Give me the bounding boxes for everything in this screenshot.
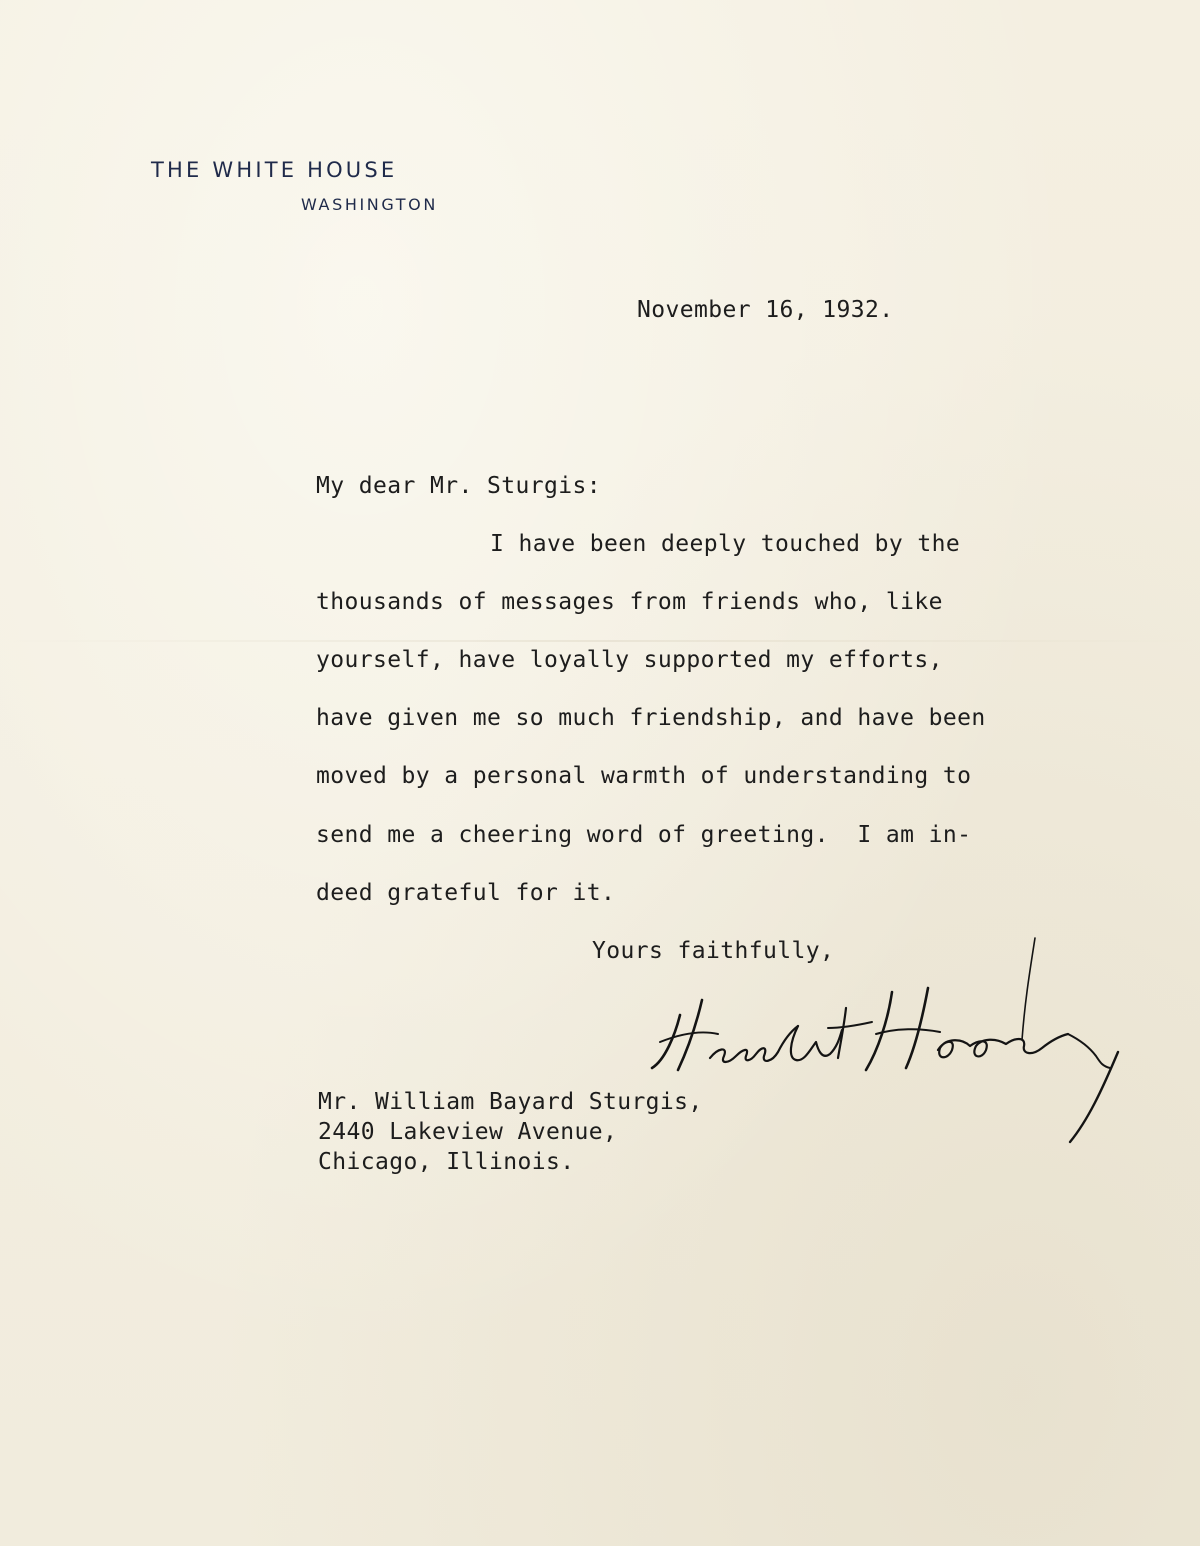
body-line: have given me so much friendship, and have been bbox=[316, 705, 986, 731]
recipient-address-line: Chicago, Illinois. bbox=[318, 1149, 575, 1175]
recipient-address-line: 2440 Lakeview Avenue, bbox=[318, 1119, 618, 1145]
body-line: thousands of messages from friends who, like bbox=[316, 589, 943, 615]
body-line: yourself, have loyally supported my efforts, bbox=[316, 647, 943, 673]
body-line: moved by a personal warmth of understanding to bbox=[316, 763, 972, 789]
paper-fold-crease bbox=[0, 640, 1200, 642]
body-line: I have been deeply touched by the bbox=[490, 531, 961, 557]
recipient-address-line: Mr. William Bayard Sturgis, bbox=[318, 1089, 703, 1115]
salutation: My dear Mr. Sturgis: bbox=[316, 473, 601, 499]
body-line: send me a cheering word of greeting. I am in- bbox=[316, 822, 972, 848]
body-line: deed grateful for it. bbox=[316, 880, 616, 906]
letterhead-title: THE WHITE HOUSE bbox=[151, 158, 398, 182]
letter-date: November 16, 1932. bbox=[637, 297, 894, 323]
handwritten-signature-icon bbox=[640, 930, 1150, 1150]
letterhead-city: WASHINGTON bbox=[301, 195, 438, 214]
closing: Yours faithfully, bbox=[592, 938, 835, 964]
